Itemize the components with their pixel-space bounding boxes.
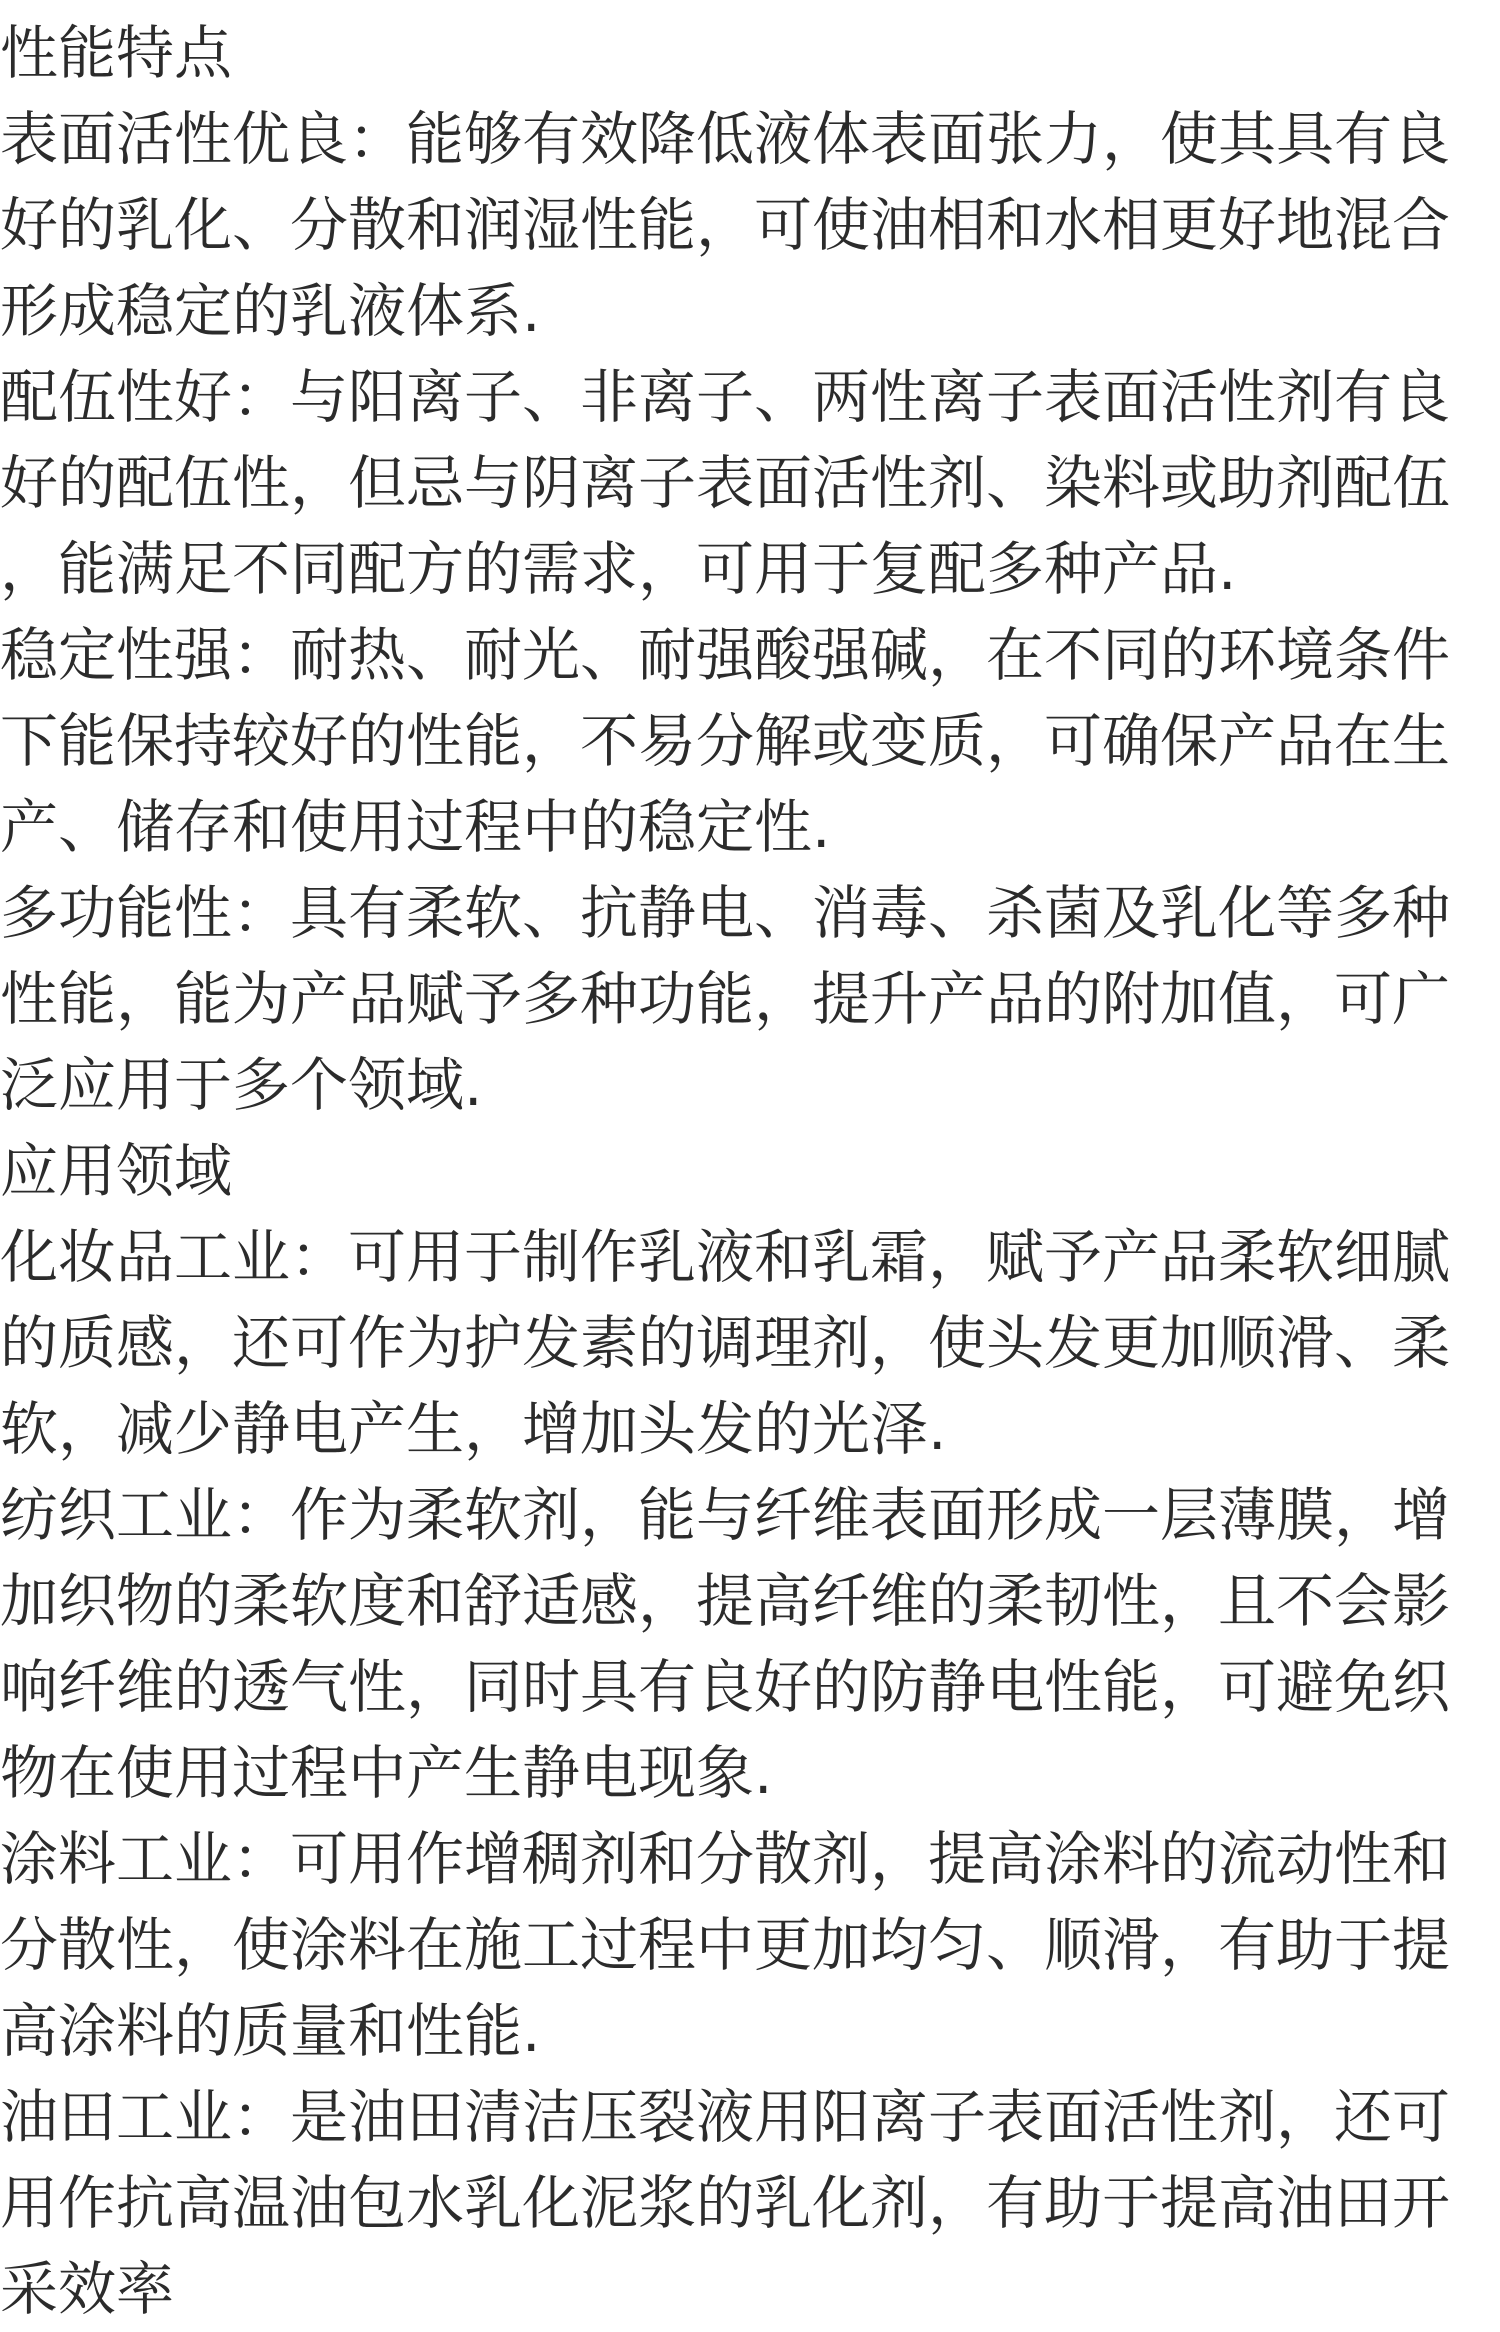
text-line: 好的乳化、分散和润湿性能，可使油相和水相更好地混合 xyxy=(0,191,1451,259)
text-line: 加织物的柔软度和舒适感，提高纤维的柔韧性，且不会影 xyxy=(0,1567,1451,1635)
text-line: 稳定性强：耐热、耐光、耐强酸强碱，在不同的环境条件 xyxy=(0,621,1451,689)
text-line: 分散性，使涂料在施工过程中更加均匀、顺滑，有助于提 xyxy=(0,1911,1451,1979)
text-line: 涂料工业：可用作增稠剂和分散剂，提高涂料的流动性和 xyxy=(0,1825,1451,1893)
text-line: 软，减少静电产生，增加头发的光泽. xyxy=(0,1395,947,1463)
text-line: 物在使用过程中产生静电现象. xyxy=(0,1739,773,1807)
text-line: 高涂料的质量和性能. xyxy=(0,1997,541,2065)
text-line: 纺织工业：作为柔软剂，能与纤维表面形成一层薄膜，增 xyxy=(0,1481,1451,1549)
text-line: 下能保持较好的性能，不易分解或变质，可确保产品在生 xyxy=(0,707,1451,775)
text-line: 好的配伍性，但忌与阴离子表面活性剂、染料或助剂配伍 xyxy=(0,449,1451,517)
text-line-cut-off: 采效率 xyxy=(0,2255,175,2323)
text-line: 的质感，还可作为护发素的调理剂，使头发更加顺滑、柔 xyxy=(0,1309,1451,1377)
text-line: ，能满足不同配方的需求，可用于复配多种产品. xyxy=(0,535,1237,603)
text-line: 泛应用于多个领域. xyxy=(0,1051,483,1119)
text-line: 油田工业：是油田清洁压裂液用阳离子表面活性剂，还可 xyxy=(0,2083,1451,2151)
text-line: 性能，能为产品赋予多种功能，提升产品的附加值，可广 xyxy=(0,965,1451,1033)
text-line: 用作抗高温油包水乳化泥浆的乳化剂，有助于提高油田开 xyxy=(0,2169,1451,2237)
section-heading-applications: 应用领域 xyxy=(0,1137,233,1205)
text-line: 多功能性：具有柔软、抗静电、消毒、杀菌及乳化等多种 xyxy=(0,879,1451,947)
section-heading-features: 性能特点 xyxy=(0,19,233,87)
text-line: 形成稳定的乳液体系. xyxy=(0,277,541,345)
text-line: 化妆品工业：可用于制作乳液和乳霜，赋予产品柔软细腻 xyxy=(0,1223,1451,1291)
text-line: 产、储存和使用过程中的稳定性. xyxy=(0,793,831,861)
document-body xyxy=(0,10,1500,2332)
text-line: 响纤维的透气性，同时具有良好的防静电性能，可避免织 xyxy=(0,1653,1451,1721)
text-line: 表面活性优良：能够有效降低液体表面张力，使其具有良 xyxy=(0,105,1451,173)
text-line: 配伍性好：与阳离子、非离子、两性离子表面活性剂有良 xyxy=(0,363,1451,431)
